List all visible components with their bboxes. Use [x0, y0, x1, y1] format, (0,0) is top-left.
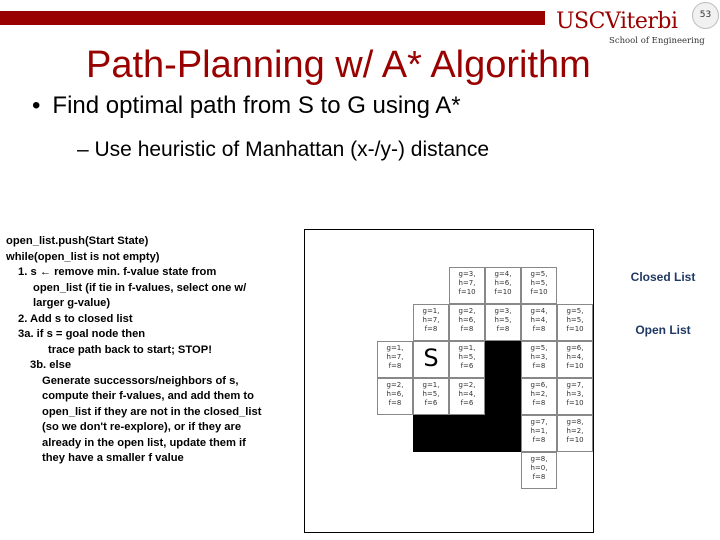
header-bar: [0, 11, 545, 25]
algo-line: trace path back to start; STOP!: [48, 343, 212, 356]
usc-viterbi-logo: USCViterbi School of Engineering: [556, 9, 705, 46]
grid-cell: g=6, h=2, f=8: [521, 378, 557, 415]
grid-cell: g=2, h=4, f=6: [449, 378, 485, 415]
algo-line: 1. s ← remove min. f-value state from: [18, 266, 217, 278]
algo-line: open_list.push(Start State): [6, 235, 149, 247]
algo-line: while(open_list is not empty): [6, 250, 160, 263]
grid-cell: g=1, h=7, f=8: [377, 341, 413, 378]
grid-cell: g=4, h=4, f=8: [521, 304, 557, 341]
algo-line: open_list if they are not in the closed_list: [42, 405, 262, 418]
bullet-dot: •: [32, 92, 41, 119]
grid-cell: g=3, h=7, f=10: [449, 267, 485, 304]
goal-cell: g=8, h=0, f=8: [521, 452, 557, 489]
wall-cell: [485, 341, 521, 378]
legend-closed-list: Closed List: [630, 270, 696, 284]
algo-line: they have a smaller f value: [42, 452, 184, 464]
algo-line: Generate successors/neighbors of s,: [42, 374, 239, 387]
algo-line: larger g-value): [33, 297, 111, 309]
algo-line: 2. Add s to closed list: [18, 312, 133, 325]
wall-cell: [413, 415, 449, 452]
grid-cell: g=1, h=5, f=6: [413, 378, 449, 415]
grid-cell: g=5, h=5, f=10: [521, 267, 557, 304]
grid-cell: g=1, h=5, f=6: [449, 341, 485, 378]
algo-line: open_list (if tie in f-values, select one w/: [33, 281, 247, 294]
algo-line: compute their f-values, and add them to: [42, 390, 254, 402]
slide-title: Path-Planning w/ A* Algorithm: [86, 44, 591, 86]
algo-line: already in the open list, update them if: [42, 436, 246, 449]
wall-cell: [485, 378, 521, 415]
grid-cell: g=2, h=6, f=8: [377, 378, 413, 415]
bullet-sub: – Use heuristic of Manhattan (x-/y-) distance: [77, 138, 490, 161]
grid-cell: g=3, h=5, f=8: [485, 304, 521, 341]
legend-open-list: Open List: [635, 323, 691, 337]
grid-cell: g=5, h=3, f=8: [521, 341, 557, 378]
algo-line: 3a. if s = goal node then: [18, 328, 146, 340]
search-grid: [304, 229, 594, 533]
wall-cell: [485, 415, 521, 452]
algo-line: (so we don't re-explore), or if they are: [42, 421, 242, 433]
grid-cell: g=5, h=5, f=10: [557, 304, 593, 341]
grid-cell: g=7, h=3, f=10: [557, 378, 593, 415]
start-cell: S: [413, 341, 449, 378]
grid-cell: g=8, h=2, f=10: [557, 415, 593, 452]
slide-number: 53: [692, 2, 719, 29]
grid-cell: g=1, h=7, f=8: [413, 304, 449, 341]
bullet-main-text: Find optimal path from S to G using A*: [52, 92, 461, 119]
wall-cell: [449, 415, 485, 452]
grid-cell: g=7, h=1, f=8: [521, 415, 557, 452]
grid-cell: g=4, h=6, f=10: [485, 267, 521, 304]
algorithm-text: [6, 234, 306, 467]
grid-cell: g=6, h=4, f=10: [557, 341, 593, 378]
grid-cell: g=2, h=6, f=8: [449, 304, 485, 341]
bullet-main: [32, 92, 461, 120]
algo-line: 3b. else: [30, 359, 72, 371]
